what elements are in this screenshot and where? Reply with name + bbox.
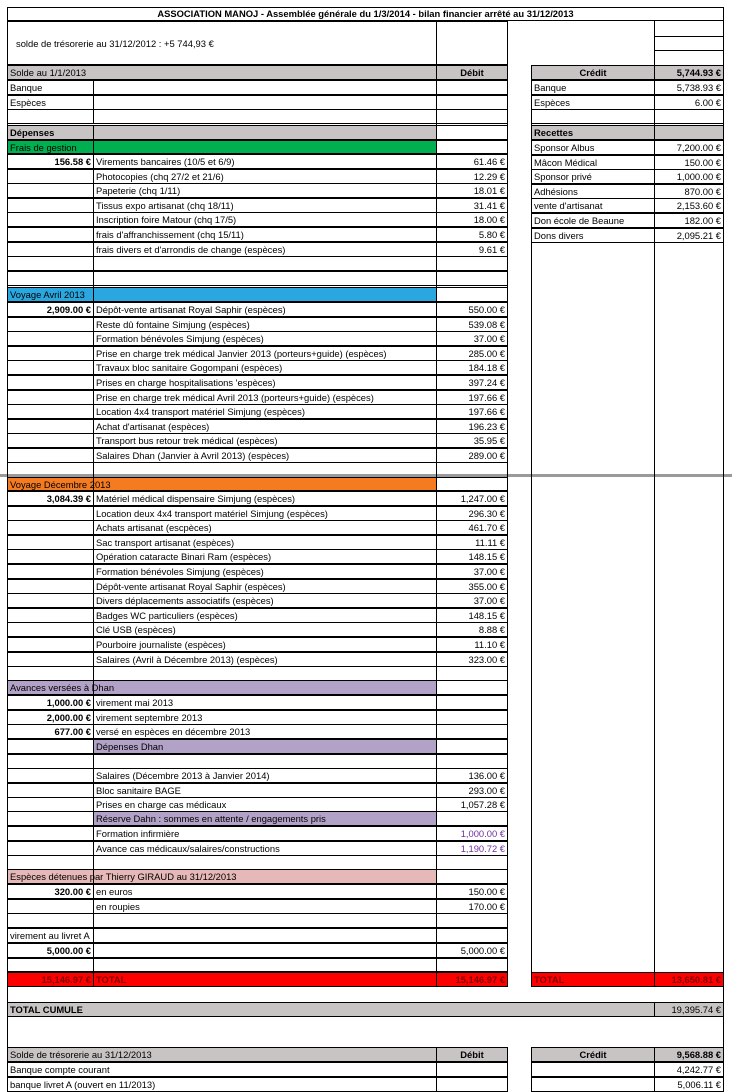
avril-row-value: 289.00 € xyxy=(436,448,508,463)
total-cumule-value: 19,395.74 € xyxy=(654,1002,724,1017)
solde-row-blank xyxy=(93,95,437,110)
dhan-dep-value: 293.00 € xyxy=(436,783,508,798)
avril-row-label: Salaires Dhan (Janvier à Avril 2013) (espèces) xyxy=(93,448,437,463)
total-left: 15,146.97 € xyxy=(7,972,94,987)
recette-row-value: 2,153.60 € xyxy=(654,198,724,213)
recette-row-value: 870.00 € xyxy=(654,184,724,199)
credit-total-2013: 5,744.93 € xyxy=(654,65,724,80)
frais-row-label: frais d'affranchissement (chq 15/11) xyxy=(93,227,437,242)
frais-row-label: Papeterie (chq 1/11) xyxy=(93,183,437,198)
especes-row-value: 170.00 € xyxy=(436,899,508,914)
recette-row-label: Sponsor privé xyxy=(531,169,655,184)
recette-row-label: vente d'artisanat xyxy=(531,198,655,213)
decembre-row-label: Divers déplacements associatifs (espèces) xyxy=(93,593,437,608)
closing-row-label: banque livret A (ouvert en 11/2013) xyxy=(7,1077,437,1092)
decembre-section-label: Voyage Décembre 2013 xyxy=(7,477,437,491)
frais-row-value: 18.01 € xyxy=(436,183,508,198)
solde-row-credit-label: Banque xyxy=(531,80,655,95)
decembre-row-label: Formation bénévoles Simjung (espèces) xyxy=(93,564,437,579)
avril-row-label: Prise en charge trek médical Janvier 2013 (porteurs+guide) (espèces) xyxy=(93,346,437,361)
decembre-row-label: Location deux 4x4 transport matériel Simjung (espèces) xyxy=(93,506,437,521)
decembre-row-value: 355.00 € xyxy=(436,579,508,594)
especes-row-label: en euros xyxy=(93,884,437,899)
opening-balance-text: solde de trésorerie au 31/12/2012 : +5 744,93 € xyxy=(7,21,437,65)
decembre-row-label: Badges WC particuliers (espèces) xyxy=(93,608,437,623)
recette-row-value: 150.00 € xyxy=(654,155,724,170)
dhan-dep-value: 136.00 € xyxy=(436,768,508,783)
blank-row xyxy=(7,271,94,286)
frais-row-value: 18.00 € xyxy=(436,212,508,227)
decembre-row-label: Clé USB (espèces) xyxy=(93,622,437,637)
avril-row-label: Prises en charge hospitalisations 'espèces) xyxy=(93,375,437,390)
dhan-dep-value: 1,057.28 € xyxy=(436,797,508,812)
depenses-header-fill xyxy=(93,125,437,140)
frais-row-value: 9.61 € xyxy=(436,242,508,257)
recette-row-value: 2,095.21 € xyxy=(654,228,724,243)
decembre-row-value: 11.11 € xyxy=(436,535,508,550)
avril-section-label: Voyage Avril 2013 xyxy=(7,287,437,302)
debit-header: Débit xyxy=(436,65,508,80)
blank-row xyxy=(7,256,94,271)
recette-row-value: 7,200.00 € xyxy=(654,140,724,155)
avance-amount: 2,000.00 € xyxy=(7,710,94,725)
closing-credit-header: Crédit xyxy=(531,1047,655,1062)
decembre-row-label: Sac transport artisanat (espèces) xyxy=(93,535,437,550)
decembre-row-value: 461.70 € xyxy=(436,520,508,535)
depenses-header: Dépenses xyxy=(7,125,94,140)
sheet-title: ASSOCIATION MANOJ - Assemblée générale du 1/3/2014 - bilan financier arrêté au 31/12/2013 xyxy=(7,7,724,21)
frais-row-value: 5.80 € xyxy=(436,227,508,242)
reserve-dhan-label: Réserve Dahn : sommes en attente / engagements pris xyxy=(93,811,437,826)
avril-total: 2,909.00 € xyxy=(7,302,94,317)
closing-debit-header: Débit xyxy=(436,1047,508,1062)
solde-2013-label: Solde au 1/1/2013 xyxy=(7,65,437,80)
opening-debit-cell xyxy=(436,21,508,65)
decembre-row-value: 148.15 € xyxy=(436,608,508,623)
avril-row-value: 37.00 € xyxy=(436,331,508,346)
opening-right-block xyxy=(531,21,724,65)
especes-row-value: 150.00 € xyxy=(436,884,508,899)
avril-row-value: 184.18 € xyxy=(436,360,508,375)
decembre-row-value: 11.10 € xyxy=(436,637,508,652)
avril-row-label: Prise en charge trek médical Avril 2013 (porteurs+guide) (espèces) xyxy=(93,390,437,405)
solde-row-credit-value: 6.00 € xyxy=(654,95,724,110)
decembre-row-value: 323.00 € xyxy=(436,652,508,667)
decembre-row-label: Dépôt-vente artisanat Royal Saphir (espèces) xyxy=(93,579,437,594)
closing-row-value: 5,006.11 € xyxy=(654,1077,724,1092)
frais-row-label: Photocopies (chq 27/2 et 21/6) xyxy=(93,169,437,184)
avril-row-value: 539.08 € xyxy=(436,317,508,332)
recettes-header: Recettes xyxy=(531,125,655,140)
recette-row-label: Sponsor Albus xyxy=(531,140,655,155)
recette-row-value: 1,000.00 € xyxy=(654,169,724,184)
frais-row-value: 12.29 € xyxy=(436,169,508,184)
frais-row-value: 61.46 € xyxy=(436,154,508,169)
reserve-value: 1,190.72 € xyxy=(436,841,508,856)
avance-amount: 1,000.00 € xyxy=(7,695,94,710)
avril-row-label: Dépôt-vente artisanat Royal Saphir (espèces) xyxy=(93,302,437,317)
livret-value: 5,000.00 € xyxy=(436,943,508,958)
especes-row-label: en roupies xyxy=(93,899,437,914)
reserve-value: 1,000.00 € xyxy=(436,826,508,841)
credit-header: Crédit xyxy=(531,65,655,80)
blank-row xyxy=(7,109,94,124)
avance-label: versé en espèces en décembre 2013 xyxy=(93,724,437,739)
avril-row-value: 285.00 € xyxy=(436,346,508,361)
closing-credit-total: 9,568.88 € xyxy=(654,1047,724,1062)
decembre-row-value: 37.00 € xyxy=(436,564,508,579)
avril-row-label: Achat d'artisanat (espèces) xyxy=(93,419,437,434)
avances-section-label: Avances versées à Dhan xyxy=(7,680,437,695)
recette-row-label: Mâcon Médical xyxy=(531,155,655,170)
solde-row-credit-label: Espèces xyxy=(531,95,655,110)
total-debit: 15,146.97 € xyxy=(436,972,508,987)
solde-row-debit xyxy=(436,80,508,95)
frais-row-label: Virements bancaires (10/5 et 6/9) xyxy=(93,154,437,169)
decembre-row-label: Achats artisanat (escpèces) xyxy=(93,520,437,535)
especes-section-label: Espèces détenues par Thierry GIRAUD au 31/12/2013 xyxy=(7,869,437,884)
solde-row-blank xyxy=(93,80,437,95)
avril-row-value: 35.95 € xyxy=(436,433,508,448)
recette-row-value: 182.00 € xyxy=(654,213,724,228)
avance-label: virement septembre 2013 xyxy=(93,710,437,725)
depenses-debit-blank xyxy=(436,125,508,140)
decembre-row-label: Pourboire journaliste (espèces) xyxy=(93,637,437,652)
frais-row-label: Inscription foire Matour (chq 17/5) xyxy=(93,212,437,227)
recettes-header-fill xyxy=(654,125,724,140)
closing-row-value: 4,242.77 € xyxy=(654,1062,724,1077)
decembre-row-value: 296.30 € xyxy=(436,506,508,521)
closing-row-label: Banque compte courant xyxy=(7,1062,437,1077)
avril-row-label: Transport bus retour trek médical (espèces) xyxy=(93,433,437,448)
livret-label: virement au livret A xyxy=(7,928,437,943)
reserve-label: Formation infirmière xyxy=(93,826,437,841)
frais-section-label: Frais de gestion xyxy=(7,140,94,154)
avril-row-label: Location 4x4 transport matériel Simjung (espèces) xyxy=(93,404,437,419)
solde-row-label: Banque xyxy=(7,80,94,95)
frais-total: 156.58 € xyxy=(7,154,94,169)
avril-row-value: 197.66 € xyxy=(436,404,508,419)
decembre-row-value: 37.00 € xyxy=(436,593,508,608)
avance-label: virement mai 2013 xyxy=(93,695,437,710)
decembre-row-label: Salaires (Avril à Décembre 2013) (espèces) xyxy=(93,652,437,667)
reserve-label: Avance cas médicaux/salaires/constructions xyxy=(93,841,437,856)
avril-row-value: 197.66 € xyxy=(436,390,508,405)
especes-total: 320.00 € xyxy=(7,884,94,899)
frais-row-value: 31.41 € xyxy=(436,198,508,213)
frais-row-label: Tissus expo artisanat (chq 18/11) xyxy=(93,198,437,213)
avril-row-label: Formation bénévoles Simjung (espèces) xyxy=(93,331,437,346)
decembre-row-value: 1,247.00 € xyxy=(436,491,508,506)
dhan-dep-label: Bloc sanitaire BAGE xyxy=(93,783,437,798)
total-credit-label: TOTAL xyxy=(531,972,655,987)
solde-row-credit-value: 5,738.93 € xyxy=(654,80,724,95)
livret-total: 5,000.00 € xyxy=(7,943,94,958)
avance-amount: 677.00 € xyxy=(7,724,94,739)
avril-row-value: 397.24 € xyxy=(436,375,508,390)
avril-row-label: Reste dû fontaine Simjung (espèces) xyxy=(93,317,437,332)
decembre-total: 3,084.39 € xyxy=(7,491,94,506)
depenses-dhan-label: Dépenses Dhan xyxy=(93,739,437,754)
total-credit: 13,650.81 € xyxy=(654,972,724,987)
frais-section-fill xyxy=(93,140,437,154)
dhan-dep-label: Salaires (Décembre 2013 à Janvier 2014) xyxy=(93,768,437,783)
decembre-row-value: 148.15 € xyxy=(436,549,508,564)
total-label: TOTAL xyxy=(93,972,437,987)
dhan-dep-label: Prises en charge cas médicaux xyxy=(93,797,437,812)
recette-row-label: Dons divers xyxy=(531,228,655,243)
avril-row-value: 196.23 € xyxy=(436,419,508,434)
avril-row-label: Travaux bloc sanitaire Gogompani (espèces) xyxy=(93,360,437,375)
total-cumule-label: TOTAL CUMULE xyxy=(7,1002,655,1017)
avril-row-value: 550.00 € xyxy=(436,302,508,317)
decembre-row-label: Opération cataracte Binari Ram (espèces) xyxy=(93,549,437,564)
closing-label: Solde de trésorerie au 31/12/2013 xyxy=(7,1047,437,1062)
decembre-row-label: Matériel médical dispensaire Simjung (espèces) xyxy=(93,491,437,506)
decembre-row-value: 8.88 € xyxy=(436,622,508,637)
frais-row-label: frais divers et d'arrondis de change (espèces) xyxy=(93,242,437,257)
solde-row-label: Espèces xyxy=(7,95,94,110)
recette-row-label: Adhésions xyxy=(531,184,655,199)
solde-row-debit xyxy=(436,95,508,110)
recette-row-label: Don école de Beaune xyxy=(531,213,655,228)
